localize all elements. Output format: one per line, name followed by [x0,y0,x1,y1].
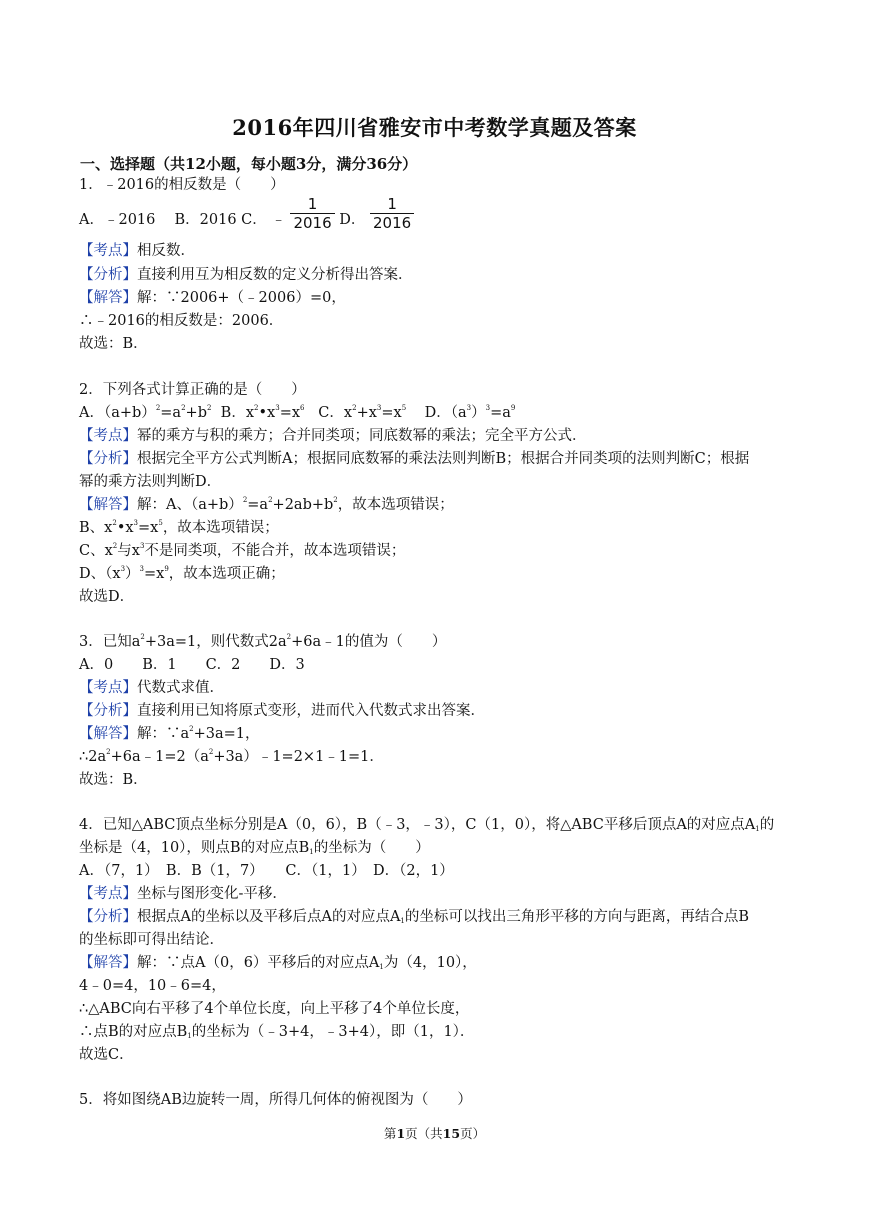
q4-stem-part1: 4．已知△ABC顶点坐标分别是A（0，6），B（﹣3，﹣3），C（1，0），将△ABC平移后顶点A的对应点A [79,817,756,833]
footer-pre: 第 [383,1126,397,1141]
q4-fenxi: 【分析】根据点A的坐标以及平移后点A的对应点$A_1$的坐标可以找出三角形平移的方向与距离，再结合点B [79,909,750,925]
q1-option-c-sign: ﹣ [271,212,286,228]
fraction-denominator: 2016 [290,213,334,232]
fraction-numerator: 1 [387,195,397,213]
q4-jieda: 【解答】解：∵点A（0，6）平移后的对应点$A_1$为（4，10）， [79,955,477,971]
q4-stem-part2: 的 [759,817,775,833]
q3-stem: 3．已知$a^2+3a=1$，则代数式$2a^2+6a﹣1$的值为（ ） [79,633,447,650]
jieda-text-b: 为（4，10）， [383,955,477,971]
q2-solution-d: D、$(x^3)^3=x^9$，故本选项正确； [79,565,285,582]
q2-fenxi-cont: 幂的乘方法则判断D． [79,474,222,490]
jieda-tag: 【解答】 [79,955,137,971]
q4-stem-part4: 的坐标为（ ） [313,840,430,856]
q2-kaodian [79,426,587,446]
jieda-tag: 【解答】 [79,290,137,306]
kaodian-text: 代数式求值． [137,680,224,696]
fenxi-tag: 【分析】 [79,909,137,925]
footer-post: 页） [460,1126,486,1141]
q3-jieda: 【解答】解：$\because a^2+3a=1$， [79,725,260,742]
kaodian-tag: 【考点】 [79,428,137,444]
kaodian-text: 幂的乘方与积的乘方；合并同类项；同底数幂的乘法；完全平方公式． [137,428,587,444]
q3-kaodian [79,678,224,698]
q4-stem-part3: 坐标是（4，10），则点B的对应点B [79,840,310,856]
q1-solution-line: ∴﹣2016的相反数是：2006． [79,313,284,329]
page-number: 1 [396,1126,406,1141]
page-title: 2016年四川省雅安市中考数学真题及答案 [232,115,637,140]
q4-options: A．（7，1） B．B（1，7） C．（1，1） D．（2，1） [79,863,454,879]
q4-solution-line3: ∴点B的对应点$B_1$的坐标为（﹣3+4，﹣3+4），即（1，1）． [79,1024,475,1040]
q1-option-d-label: D． [339,212,366,228]
page-total: 15 [442,1126,461,1141]
kaodian-tag: 【考点】 [79,680,137,696]
q3-stem-c: +6a﹣1的值为（ ） [291,634,447,650]
q1-stem: 1．﹣2016的相反数是（ ） [79,177,285,193]
q3-solution-line: $\therefore 2a^2+6a﹣1=2(a^2+3a)﹣1=2\times 1﹣1=1$． [79,748,384,765]
q2-fenxi [79,449,749,469]
fenxi-text-a: 根据点A的坐标以及平移后点A的对应点A [137,909,401,925]
kaodian-text: 相反数． [137,243,195,259]
q4-stem-cont: 坐标是（4，10），则点B的对应点$B_1$的坐标为（ ） [79,840,430,856]
q4-solution-line1: 4﹣0=4，10﹣6=4， [79,978,226,994]
jieda-text-a: 解：∵点A（0，6）平移后的对应点A [137,955,380,971]
fenxi-tag: 【分析】 [79,451,137,467]
q4-fenxi-cont: 的坐标即可得出结论． [79,932,224,948]
q4-answer: 故选C． [79,1047,134,1063]
fenxi-text-b: 的坐标可以找出三角形平移的方向与距离，再结合点B [404,909,750,925]
fraction-numerator: 1 [307,195,318,213]
q1-option-c-fraction [290,196,334,232]
section-heading: 一、选择题（共12小题，每小题3分，满分36分） [80,155,418,173]
q4-stem: 4．已知△ABC顶点坐标分别是A（0，6），B（﹣3，﹣3），C（1，0），将△ABC平移后顶点A的对应点$A_1$的 [79,817,775,833]
footer-mid: 页（共 [405,1126,443,1141]
q3-options: A．0 B．1 C．2 D．3 [79,657,305,673]
q2-solution-b: B、$x^2•x^3=x^5$，故本选项错误； [79,519,279,536]
q3-fenxi [79,701,485,721]
kaodian-tag: 【考点】 [79,243,137,259]
q5-stem: 5．将如图绕AB边旋转一周，所得几何体的俯视图为（ ） [79,1092,472,1108]
q2-stem: 2．下列各式计算正确的是（ ） [79,382,306,398]
q1-answer: 故选：B． [79,336,148,352]
q1-options [79,195,414,232]
q4-line3-a: ∴点B的对应点B [79,1024,188,1040]
q4-line3-b: 的坐标为（﹣3+4，﹣3+4），即（1，1）． [191,1024,475,1040]
q3-stem-a: 3．已知a [79,634,141,650]
jieda-tag: 【解答】 [79,497,137,513]
q2-options: A．$(a+b)^2=a^2+b^2$ B．$x^2•x^3=x^6$ C．$x^2+x^3=x^5$ D．$(a^3)^3=a^9$ [79,404,516,421]
jieda-tag: 【解答】 [79,726,137,742]
kaodian-text: 坐标与图形变化-平移． [137,886,287,902]
q3-stem-b: +3a=1，则代数式2a [144,634,287,650]
fenxi-text: 直接利用已知将原式变形，进而代入代数式求出答案． [137,703,485,719]
q4-kaodian [79,884,287,904]
q1-jieda [79,288,346,308]
fenxi-text: 根据完全平方公式判断A；根据同底数幂的乘法法则判断B；根据合并同类项的法则判断C；根据 [137,451,750,467]
fenxi-text: 直接利用互为相反数的定义分析得出答案． [137,267,413,283]
q4-solution-line2: ∴△ABC向右平移了4个单位长度，向上平移了4个单位长度， [79,1001,470,1017]
fraction-denominator: 2016 [370,213,414,232]
q1-fenxi [79,265,413,285]
q2-jieda: 【解答】解：A、$(a+b)^2=a^2+2ab+b^2$，故本选项错误； [79,496,454,513]
fenxi-tag: 【分析】 [79,703,137,719]
q2-solution-c: C、$x^2$与$x^3$不是同类项，不能合并，故本选项错误； [79,542,406,559]
q1-option-d-fraction [370,196,414,232]
q1-option-a-b: A．﹣2016 B．2016 C． [79,212,267,228]
q2-answer: 故选D． [79,589,135,605]
q3-answer: 故选：B． [79,772,148,788]
jieda-text: 解：∵2006+（﹣2006）=0， [137,290,346,306]
page-footer [0,1124,869,1142]
q1-kaodian [79,241,195,261]
kaodian-tag: 【考点】 [79,886,137,902]
fenxi-tag: 【分析】 [79,267,137,283]
